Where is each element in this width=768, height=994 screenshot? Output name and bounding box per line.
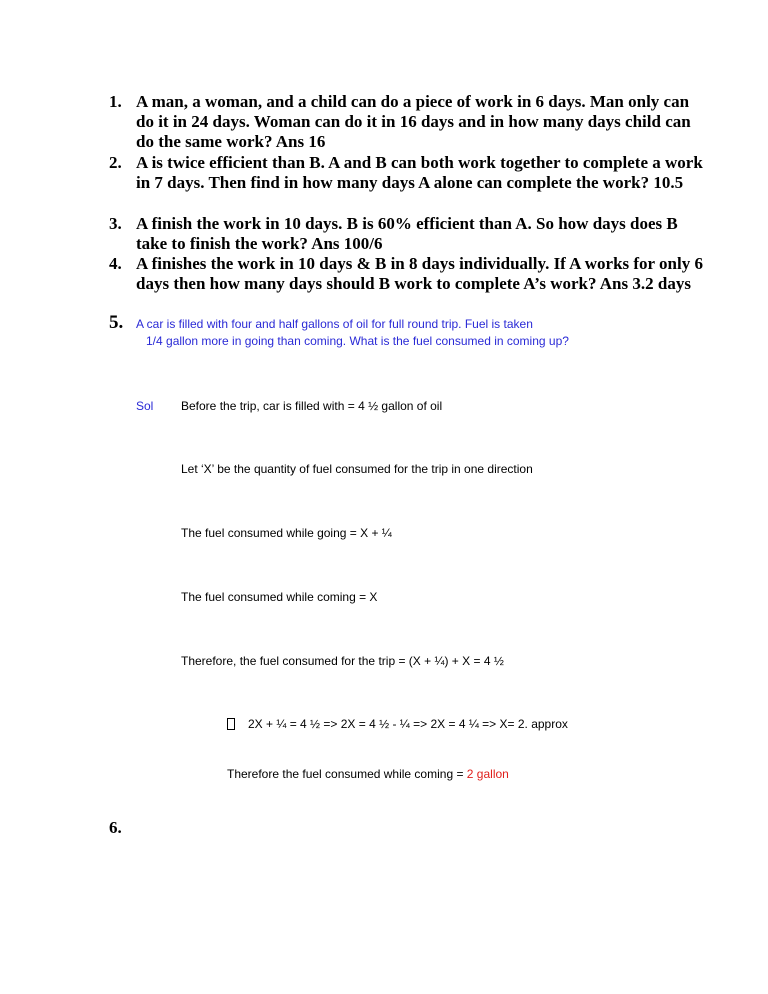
question-number: 1.: [109, 92, 122, 111]
question-6-number: 6.: [109, 818, 122, 837]
conclusion-prefix: Therefore the fuel consumed while coming =: [227, 767, 467, 781]
question-text: A finishes the work in 10 days & B in 8 days individually. If A works for only 6 days then how many days should B work to complete A’s work? Ans 3.2 days: [136, 254, 703, 293]
solution-conclusion: [227, 766, 509, 782]
question-4: [109, 254, 709, 294]
conclusion-answer: 2 gallon: [466, 767, 509, 781]
solution-step-3: The fuel consumed while going = X + ¼: [181, 526, 392, 540]
solution-label: Sol: [136, 399, 154, 413]
question-3: [109, 214, 709, 254]
question-text: A finish the work in 10 days. B is 60% efficient than A. So how days does B take to finish the work? Ans 100/6: [136, 214, 678, 253]
solution-step-5: Therefore, the fuel consumed for the trip = (X + ¼) + X = 4 ½: [181, 654, 504, 668]
solution-step-4: The fuel consumed while coming = X: [181, 590, 378, 604]
question-5-number: 5.: [109, 312, 124, 333]
solution-step-2: Let ‘X’ be the quantity of fuel consumed for the trip in one direction: [181, 462, 533, 476]
question-number: 2.: [109, 153, 122, 172]
implies-bullet-icon: [227, 718, 235, 730]
question-1: [109, 92, 709, 152]
question-2: [109, 153, 709, 193]
question-number: 4.: [109, 254, 122, 273]
solution-step-6: 2X + ¼ = 4 ½ => 2X = 4 ½ - ¼ => 2X = 4 ¼ => X= 2. approx: [248, 717, 568, 731]
solution-step-1: Before the trip, car is filled with = 4 ½ gallon of oil: [181, 399, 443, 413]
question-number: 3.: [109, 214, 122, 233]
question-text: A man, a woman, and a child can do a piece of work in 6 days. Man only can do it in 24 days. Woman can do it in 16 days and in how many days child can do the same work? Ans 16: [136, 92, 691, 151]
question-5-line-2: 1/4 gallon more in going than coming. What is the fuel consumed in coming up?: [146, 334, 569, 348]
question-text: A is twice efficient than B. A and B can both work together to complete a work in 7 days. Then find in how many days A alone can complete the work? 10.5: [136, 153, 703, 192]
question-5-line-1: A car is filled with four and half gallons of oil for full round trip. Fuel is taken: [136, 317, 533, 331]
